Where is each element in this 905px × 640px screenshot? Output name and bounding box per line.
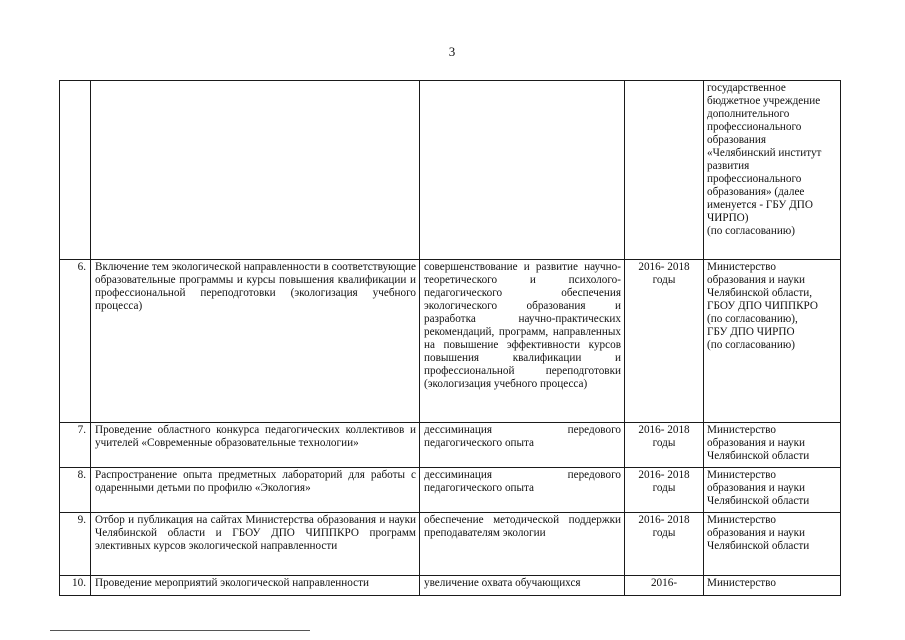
measure-goal: обеспечение методической поддержки преподавателям экологии bbox=[420, 513, 625, 576]
measure-description: Отбор и публикация на сайтах Министерства образования и науки Челябинской области и ГБОУ ДПО ЧИППКРО программ элективных курсов экологической направленности bbox=[91, 513, 420, 576]
years-text: 2016- 2018 годы bbox=[638, 424, 690, 449]
measure-goal bbox=[420, 81, 625, 260]
page-bottom-divider bbox=[50, 630, 310, 631]
table-row bbox=[60, 81, 841, 260]
row-number: 10. bbox=[60, 576, 91, 596]
years-text: 2016- 2018 годы bbox=[638, 514, 690, 539]
responsible-text: Министерство образования и науки Челябинской области bbox=[707, 514, 810, 552]
measure-years bbox=[625, 81, 704, 260]
table-row bbox=[60, 576, 841, 596]
measure-goal: увеличение охвата обучающихся bbox=[420, 576, 625, 596]
measure-goal: дессиминация передового педагогического опыта bbox=[420, 468, 625, 513]
measure-responsible bbox=[704, 81, 841, 260]
responsible-text: государственное бюджетное учреждение дополнительного профессионального образования «Челябинский институт развития профессионального образования» (далее именуется - ГБУ ДПО ЧИРПО) (по согласованию) bbox=[707, 82, 822, 237]
measure-years bbox=[625, 576, 704, 596]
measure-responsible bbox=[704, 468, 841, 513]
table-row bbox=[60, 468, 841, 513]
responsible-text: Министерство образования и науки Челябинской области bbox=[707, 469, 810, 507]
measure-description: Включение тем экологической направленности в соответствующие образовательные программы и курсы повышения квалификации и профессиональной переподготовки (экологизация учебного процесса) bbox=[91, 260, 420, 423]
measure-years bbox=[625, 468, 704, 513]
measure-responsible bbox=[704, 423, 841, 468]
measure-goal: совершенствование и развитие научно-теоретического и психолого-педагогического обеспечения экологического образования и разработка научно-практических рекомендаций, программ, направленных на повышение эффективности курсов повышения квалификации и профессиональной переподготовки (экологизация учебного процесса) bbox=[420, 260, 625, 423]
page-number: 3 bbox=[448, 44, 456, 59]
row-number bbox=[60, 81, 91, 260]
table-row bbox=[60, 260, 841, 423]
responsible-text: Министерство bbox=[707, 577, 776, 589]
measure-description bbox=[91, 81, 420, 260]
years-text: 2016- bbox=[650, 577, 678, 589]
measure-responsible bbox=[704, 513, 841, 576]
years-text: 2016- 2018 годы bbox=[638, 261, 690, 286]
measure-years bbox=[625, 513, 704, 576]
years-text: 2016- 2018 годы bbox=[638, 469, 690, 494]
measure-years bbox=[625, 423, 704, 468]
measure-goal: дессиминация передового педагогического опыта bbox=[420, 423, 625, 468]
responsible-text: Министерство образования и науки Челябинской области, ГБОУ ДПО ЧИППКРО (по согласованию), ГБУ ДПО ЧИРПО (по согласованию) bbox=[707, 261, 818, 351]
measure-responsible bbox=[704, 260, 841, 423]
row-number: 8. bbox=[60, 468, 91, 513]
row-number: 7. bbox=[60, 423, 91, 468]
measure-description: Распространение опыта предметных лабораторий для работы с одаренными детьми по профилю «Экология» bbox=[91, 468, 420, 513]
row-number: 6. bbox=[60, 260, 91, 423]
measure-years bbox=[625, 260, 704, 423]
measure-description: Проведение областного конкурса педагогических коллективов и учителей «Современные образовательные технологии» bbox=[91, 423, 420, 468]
row-number: 9. bbox=[60, 513, 91, 576]
table-row bbox=[60, 423, 841, 468]
responsible-text: Министерство образования и науки Челябинской области bbox=[707, 424, 810, 462]
measure-description: Проведение мероприятий экологической направленности bbox=[91, 576, 420, 596]
table-row bbox=[60, 513, 841, 576]
measure-responsible bbox=[704, 576, 841, 596]
measures-table bbox=[59, 80, 841, 596]
